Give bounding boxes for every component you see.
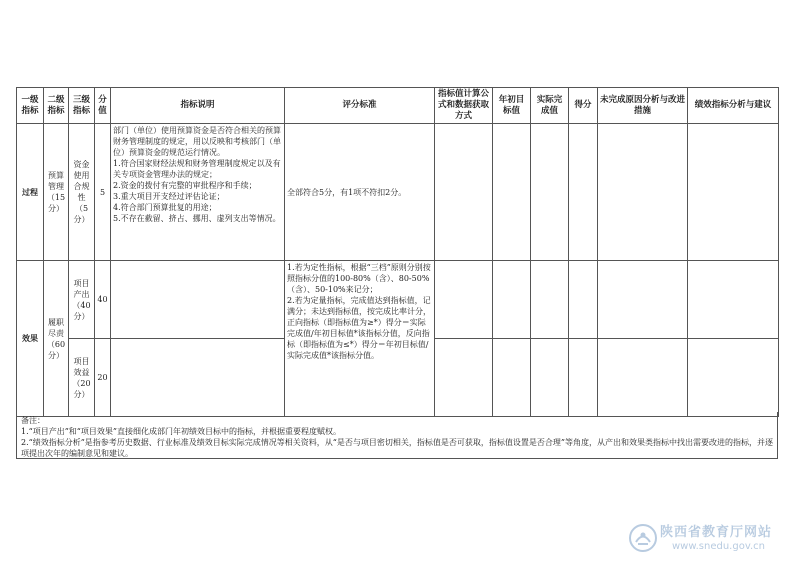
process-actual — [531, 124, 569, 261]
effect-criteria: 1.若为定性指标，根据“三档”原则分别按照指标分值的100-80%（含）、80-50%（含）、50-10%来记分； 2.若为定量指标，完成值达到指标值，记满分；未达到指标值，按完成比率计分，正向指标（即指标值为≥*）得分＝实际完成值/年初目标值*该指标分值，反向指标（即指标值为≤*）得分＝年初目标值/实际完成值*该指标分值。 — [285, 261, 435, 417]
process-score — [569, 124, 598, 261]
table-row-process — [17, 124, 779, 261]
header-weight: 分值 — [95, 88, 111, 124]
effect-benefit-reason — [598, 339, 688, 417]
effect-benefit-actual — [531, 339, 569, 417]
table-header-row — [17, 88, 779, 124]
effect-output-reason — [598, 261, 688, 339]
header-description: 指标说明 — [111, 88, 285, 124]
remarks-item-2: 2.“绩效指标分析”是指参考历史数据、行业标准及绩效目标实际完成情况等相关资料，从“是否与项目密切相关，指标值是否可获取，指标值设置是否合理”等角度，从产出和效果类指标中找出需要改进的指标，并逐项提出次年的编制意见和建议。 — [21, 438, 773, 458]
effect-output-formula — [435, 261, 493, 339]
header-target: 年初目标值 — [493, 88, 531, 124]
performance-evaluation-table — [16, 87, 779, 417]
site-watermark — [628, 521, 788, 561]
effect-benefit-score — [569, 339, 598, 417]
header-criteria: 评分标准 — [285, 88, 435, 124]
header-formula: 指标值计算公式和数据获取方式 — [435, 88, 493, 124]
effect-benefit-description — [111, 339, 285, 417]
header-reason: 未完成原因分析与改进措施 — [598, 88, 688, 124]
process-formula — [435, 124, 493, 261]
effect-output-description — [111, 261, 285, 339]
effect-output-level3: 项目产出（40分） — [69, 261, 95, 339]
header-level2: 二级指标 — [44, 88, 69, 124]
remarks-title: 备注： — [21, 416, 45, 425]
process-description: 部门（单位）使用预算资金是否符合相关的预算财务管理制度的规定，用以反映和考核部门（单位）预算资金的规范运行情况。 1.符合国家财经法规和财务管理制度规定以及有关专项资金管理办法的规定； 2.资金的拨付有完整的审批程序和手续； 3.重大项目开支经过评估论证； 4.符合部门预算批复的用途； 5.不存在截留、挤占、挪用、虚列支出等情况。 — [111, 124, 285, 261]
effect-benefit-level3: 项目效益（20分） — [69, 339, 95, 417]
process-criteria: 全部符合5分，有1项不符扣2分。 — [285, 124, 435, 261]
process-level1: 过程 — [17, 124, 44, 261]
effect-output-weight: 40 — [95, 261, 111, 339]
process-reason — [598, 124, 688, 261]
effect-benefit-target — [493, 339, 531, 417]
process-advice — [688, 124, 779, 261]
watermark-site-name: 陕西省教育厅网站 — [660, 525, 773, 540]
watermark-url: www.snedu.gov.cn — [672, 541, 765, 552]
process-weight: 5 — [95, 124, 111, 261]
effect-output-actual — [531, 261, 569, 339]
header-level3: 三级指标 — [69, 88, 95, 124]
effect-benefit-weight: 20 — [95, 339, 111, 417]
header-level1: 一级指标 — [17, 88, 44, 124]
header-score: 得分 — [569, 88, 598, 124]
table-row-effect-output — [17, 261, 779, 339]
effect-level2: 履职尽责（60分） — [44, 261, 69, 417]
effect-benefit-formula — [435, 339, 493, 417]
effect-output-target — [493, 261, 531, 339]
effect-benefit-advice — [688, 339, 779, 417]
effect-output-advice — [688, 261, 779, 339]
remarks-item-1: 1.“项目产出”和“项目效果”直接细化成部门年初绩效目标中的指标，并根据重要程度赋权。 — [21, 427, 341, 436]
process-level3: 资金使用合规性（5分） — [69, 124, 95, 261]
effect-output-score — [569, 261, 598, 339]
process-level2: 预算管理（15分） — [44, 124, 69, 261]
remarks-section — [16, 412, 778, 459]
process-target — [493, 124, 531, 261]
header-actual: 实际完成值 — [531, 88, 569, 124]
header-advice: 绩效指标分析与建议 — [688, 88, 779, 124]
effect-level1: 效果 — [17, 261, 44, 417]
education-department-logo-icon — [628, 523, 658, 553]
